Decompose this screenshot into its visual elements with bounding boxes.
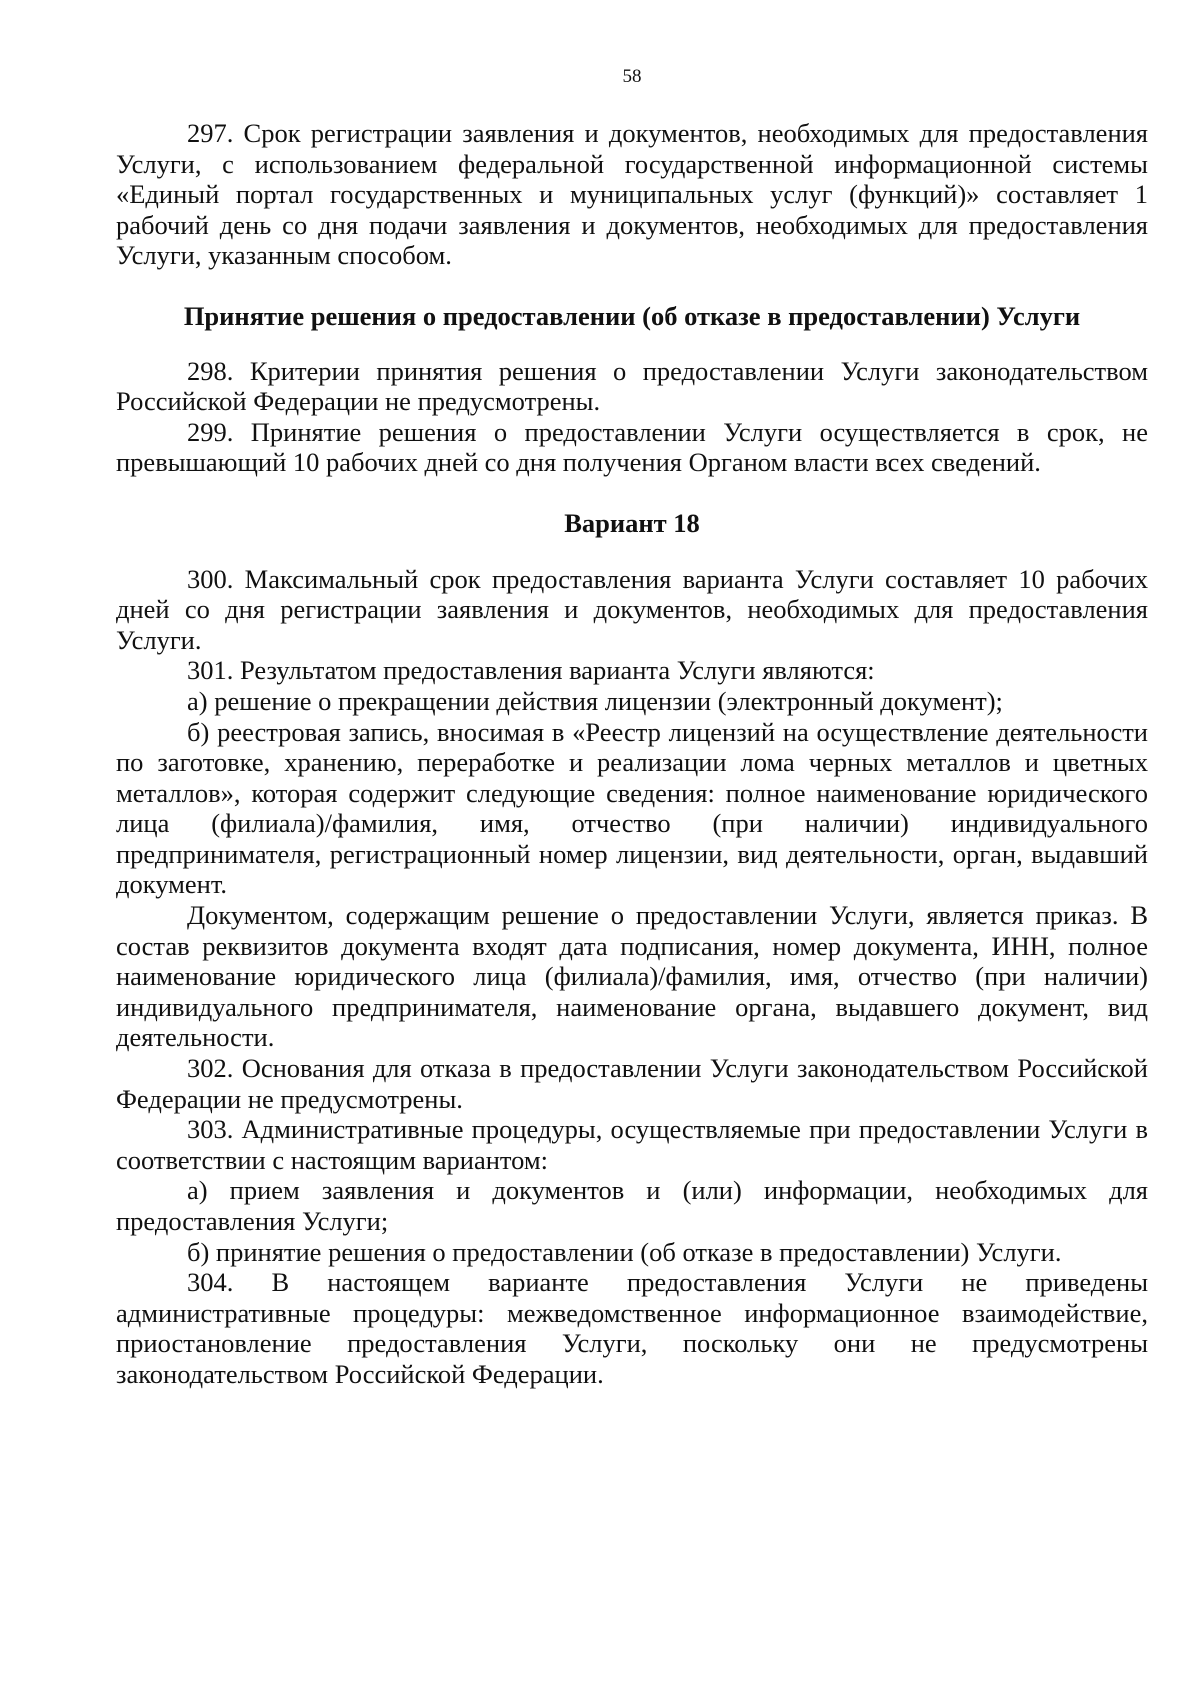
paragraph-301: 301. Результатом предоставления варианта Услуги являются: [187,655,875,686]
paragraph-301-b: б) реестровая запись, вносимая в «Реестр лицензий на осуществление деятельности по заготовке, хранению, переработке и реализации лома черных металлов и цветных металлов», которая содержит следующие сведения: полное наименование юридического лица (филиала)/фамилия, имя, отчество (при наличии) индивидуального предпринимателя, регистрационный номер лицензии, вид деятельности, орган, выдавший документ. [116,716,1148,900]
paragraph-299: 299. Принятие решения о предоставлении Услуги осуществляется в срок, не превышающий 10 рабочих дней со дня получения Органом власти всех сведений. [116,416,1148,478]
page-number: 58 [622,66,642,87]
paragraph-303: 303. Административные процедуры, осуществляемые при предоставлении Услуги в соответствии с настоящим вариантом: [116,1114,1148,1175]
section-heading-decision: Принятие решения о предоставлении (об отказе в предоставлении) Услуги [183,300,1081,331]
paragraph-304: 304. В настоящем варианте предоставления Услуги не приведены административные процедуры: межведомственное информационное взаимодействие, приостановление предоставления Услуги, поскольку они не предусмотрены законодательством Российской Федерации. [116,1267,1148,1389]
document-body [116,118,1148,1390]
paragraph-298: 298. Критерии принятия решения о предоставлении Услуги законодательством Российской Федерации не предусмотрены. [116,355,1148,417]
section-heading-variant: Вариант 18 [564,507,700,538]
paragraph-297: 297. Срок регистрации заявления и документов, необходимых для предоставления Услуги, с использованием федеральной государственной информационной системы «Единый портал государственных и муниципальных услуг (функций)» составляет 1 рабочий день со дня подачи заявления и документов, необходимых для предоставления Услуги, указанным способом. [116,118,1148,271]
paragraph-303-b: б) принятие решения о предоставлении (об отказе в предоставлении) Услуги. [187,1236,1062,1267]
paragraph-decision-document: Документом, содержащим решение о предоставлении Услуги, является приказ. В состав реквизитов документа входят дата подписания, номер документа, ИНН, полное наименование юридического лица (филиала)/фамилия, имя, отчество (при наличии) индивидуального предпринимателя, наименование органа, выдавшего документ, вид деятельности. [116,900,1148,1053]
paragraph-301-a: а) решение о прекращении действия лицензии (электронный документ); [187,685,1003,716]
paragraph-303-a: а) прием заявления и документов и (или) информации, необходимых для предоставления Услуги; [116,1175,1148,1236]
paragraph-302: 302. Основания для отказа в предоставлении Услуги законодательством Российской Федерации не предусмотрены. [116,1053,1148,1114]
paragraph-300: 300. Максимальный срок предоставления варианта Услуги составляет 10 рабочих дней со дня регистрации заявления и документов, необходимых для предоставления Услуги. [116,563,1148,655]
